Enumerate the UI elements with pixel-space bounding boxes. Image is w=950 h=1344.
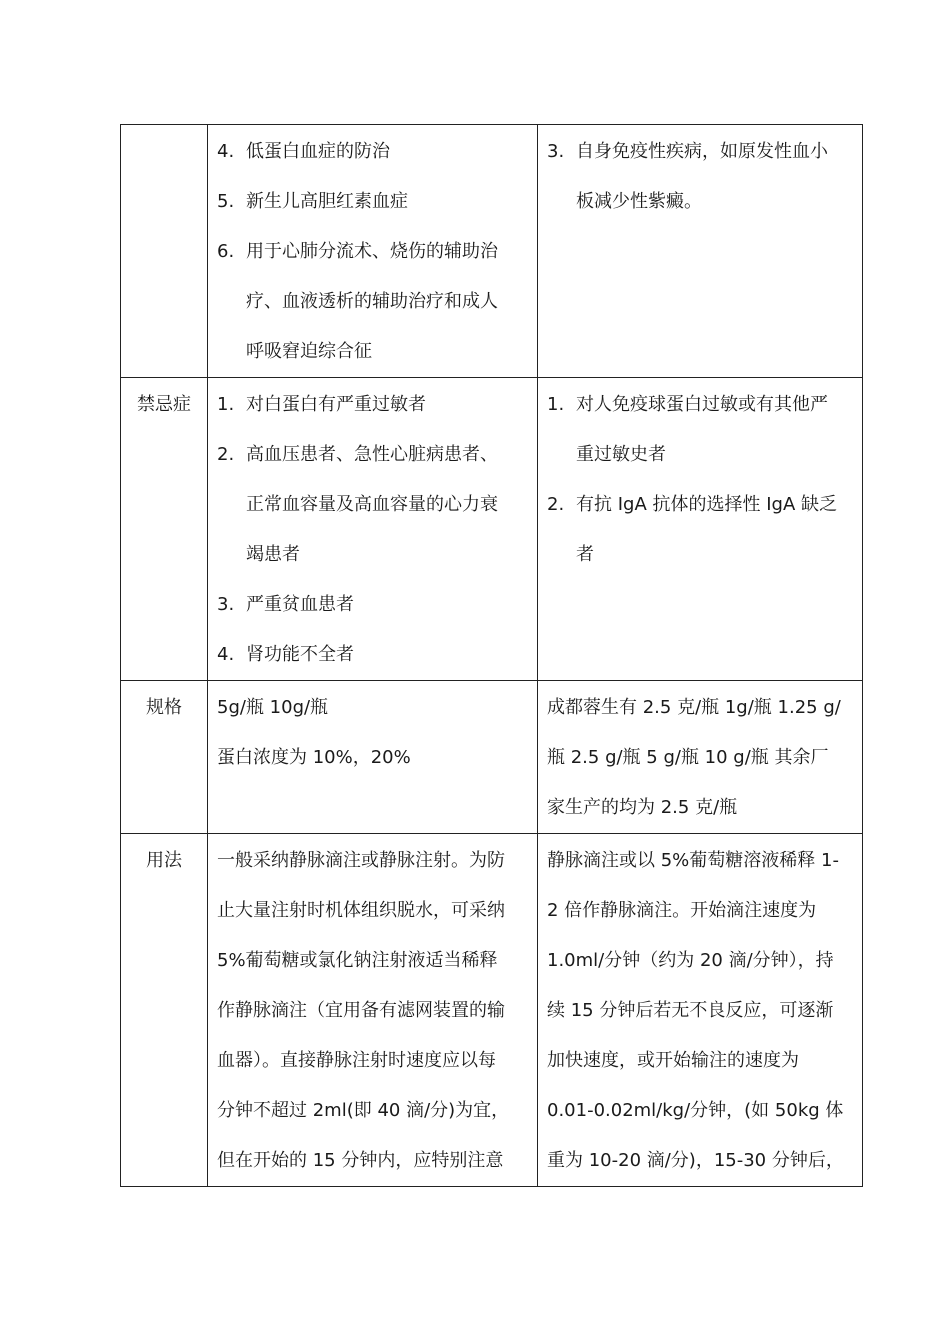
list-item: 6. 用于心肺分流术、烧伤的辅助治 疗、血液透析的辅助治疗和成人 呼吸窘迫综合征 (217, 241, 498, 362)
list-item: 4. 肾功能不全者 (217, 644, 354, 665)
albumin-cell: 5g/瓶 10g/瓶 蛋白浓度为 10%，20% (208, 681, 538, 834)
table-row-indications-continued (121, 125, 863, 378)
table-row-specifications (121, 681, 863, 834)
immunoglobulin-cell (538, 125, 863, 378)
table-row-contraindications (121, 378, 863, 681)
list-item: 1. 对人免疫球蛋白过敏或有其他严 重过敏史者 (547, 394, 828, 465)
albumin-cell (208, 125, 538, 378)
immunoglobulin-cell: 成都蓉生有 2.5 克/瓶 1g/瓶 1.25 g/ 瓶 2.5 g/瓶 5 g/瓶 10 g/瓶 其余厂 家生产的均为 2.5 克/瓶 (538, 681, 863, 834)
list-item: 4. 低蛋白血症的防治 (217, 141, 390, 162)
drug-comparison-table (120, 124, 863, 1187)
list-item: 1. 对白蛋白有严重过敏者 (217, 394, 426, 415)
immunoglobulin-cell: 静脉滴注或以 5%葡萄糖溶液稀释 1- 2 倍作静脉滴注。开始滴注速度为 1.0ml/分钟（约为 20 滴/分钟），持 续 15 分钟后若无不良反应，可逐渐 加快速度，或开始输注的速度为 0.01-0.02ml/kg/分钟，(如 50kg 体 重为 10-20 滴/分)，15-30 分钟后， (538, 834, 863, 1187)
list-item: 2. 高血压患者、急性心脏病患者、 正常血容量及高血容量的心力衰 竭患者 (217, 444, 498, 565)
albumin-cell (208, 378, 538, 681)
row-label (121, 125, 208, 378)
row-label: 禁忌症 (121, 378, 208, 681)
list-item: 5. 新生儿高胆红素血症 (217, 191, 408, 212)
list-item: 2. 有抗 IgA 抗体的选择性 IgA 缺乏 者 (547, 494, 837, 565)
row-label: 用法 (121, 834, 208, 1187)
list-item: 3. 严重贫血患者 (217, 594, 354, 615)
albumin-cell: 一般采纳静脉滴注或静脉注射。为防 止大量注射时机体组织脱水，可采纳 5%葡萄糖或氯化钠注射液适当稀释 作静脉滴注（宜用备有滤网装置的输 血器）。直接静脉注射时速度应以每 分钟不超过 2ml(即 40 滴/分)为宜， 但在开始的 15 分钟内，应特别注意 (208, 834, 538, 1187)
row-label: 规格 (121, 681, 208, 834)
table-row-usage (121, 834, 863, 1187)
list-item: 3. 自身免疫性疾病，如原发性血小 板减少性紫癜。 (547, 141, 828, 212)
immunoglobulin-cell (538, 378, 863, 681)
